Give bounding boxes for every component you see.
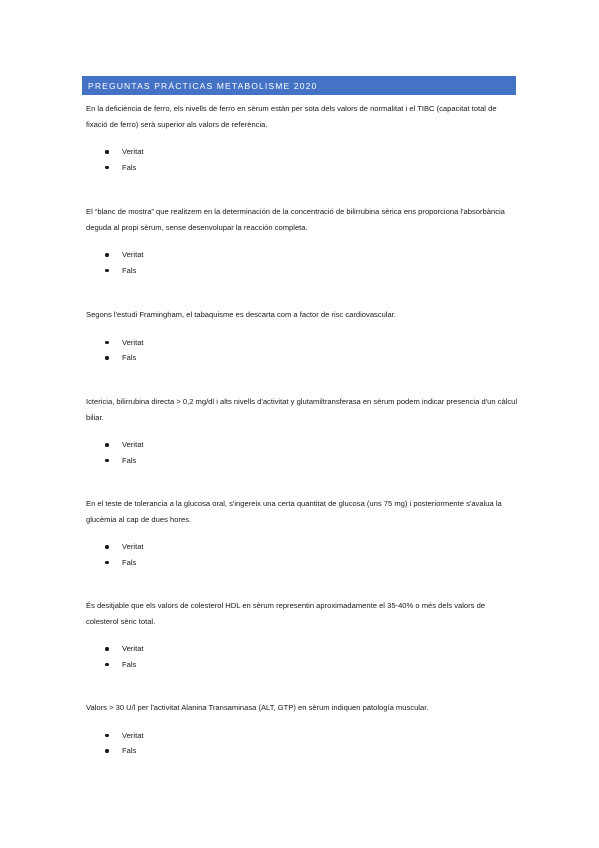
answer-options	[86, 437, 518, 468]
question-1	[86, 101, 518, 175]
answer-options	[86, 335, 518, 366]
question-text: Valors > 30 U/l per l'activitat Alanina Transaminasa (ALT, GTP) en sèrum indiquen patología muscular.	[86, 703, 429, 712]
option-veritat[interactable]	[86, 437, 518, 453]
option-label: Fals	[122, 557, 137, 567]
option-veritat[interactable]	[86, 728, 518, 744]
answer-options	[86, 728, 518, 759]
question-7	[86, 700, 518, 759]
bullet-icon	[105, 443, 109, 447]
question-text: Ictericia, bilirrubina directa > 0,2 mg/dl i alts nivells d'activitat y glutamiltransferasa en sèrum podem indicar presencia d'un càlcul biliar.	[86, 397, 518, 422]
option-label: Fals	[122, 455, 137, 465]
bullet-icon	[105, 341, 109, 345]
bullet-icon	[105, 166, 109, 170]
option-fals[interactable]	[86, 453, 518, 469]
option-label: Veritat	[122, 250, 144, 259]
bullet-icon	[105, 356, 109, 360]
question-6	[86, 598, 518, 672]
option-veritat[interactable]	[86, 641, 518, 657]
section-header	[82, 76, 516, 95]
bullet-icon	[105, 150, 109, 154]
option-fals[interactable]	[86, 160, 518, 176]
option-veritat[interactable]	[86, 247, 518, 263]
bullet-icon	[105, 545, 109, 549]
option-label: Veritat	[122, 644, 144, 653]
bullet-icon	[105, 647, 109, 651]
bullet-icon	[105, 734, 109, 738]
option-fals[interactable]	[86, 743, 518, 759]
option-label: Veritat	[122, 337, 144, 347]
option-label: Veritat	[122, 542, 144, 551]
option-fals[interactable]	[86, 350, 518, 366]
option-label: Fals	[122, 162, 137, 172]
question-text: Segons l'estudi Framingham, el tabaquisme es descarta com a factor de risc cardiovascular.	[86, 310, 396, 319]
question-3	[86, 307, 518, 366]
question-text: En el teste de tolerancia a la glucosa oral, s'ingereix una certa quantitat de glucosa (uns 75 mg) i posteriormente s'avalua la glucèmia al cap de dues hores.	[86, 499, 502, 524]
question-4	[86, 394, 518, 468]
option-fals[interactable]	[86, 657, 518, 673]
answer-options	[86, 539, 518, 570]
option-label: Veritat	[122, 147, 144, 156]
option-label: Fals	[122, 659, 137, 669]
bullet-icon	[105, 663, 109, 667]
page-title: PREGUNTAS PRÁCTICAS METABOLISME 2020	[88, 80, 318, 91]
option-label: Fals	[122, 353, 137, 362]
option-label: Veritat	[122, 730, 144, 740]
answer-options	[86, 144, 518, 175]
option-fals[interactable]	[86, 555, 518, 571]
question-5	[86, 496, 518, 570]
option-fals[interactable]	[86, 263, 518, 279]
question-text: El “blanc de mostra” que realitzem en la determinación de la concentració de bilirrubina sèrica ens proporciona l'absorbància deguda al propi sèrum, sense desenvolupar la reacción completa.	[86, 207, 505, 232]
bullet-icon	[105, 269, 109, 273]
bullet-icon	[105, 459, 109, 463]
question-text: És desitjable que els valors de colesterol HDL en sèrum representin aproximadamente el 35-40% o més dels valors de colesterol sèric total.	[86, 601, 486, 626]
question-2	[86, 204, 518, 278]
answer-options	[86, 641, 518, 672]
option-veritat[interactable]	[86, 539, 518, 555]
option-label: Fals	[122, 746, 137, 755]
question-text: En la deficiència de ferro, els nivells de ferro en sèrum estàn per sota dels valors de normalitat i el TIBC (capacitat total de fixació de ferro) serà superior als valors de referència.	[86, 104, 497, 129]
option-veritat[interactable]	[86, 335, 518, 351]
option-label: Veritat	[122, 440, 144, 449]
bullet-icon	[105, 561, 109, 565]
bullet-icon	[105, 749, 109, 753]
answer-options	[86, 247, 518, 278]
option-veritat[interactable]	[86, 144, 518, 160]
bullet-icon	[105, 253, 109, 257]
option-label: Fals	[122, 265, 137, 275]
